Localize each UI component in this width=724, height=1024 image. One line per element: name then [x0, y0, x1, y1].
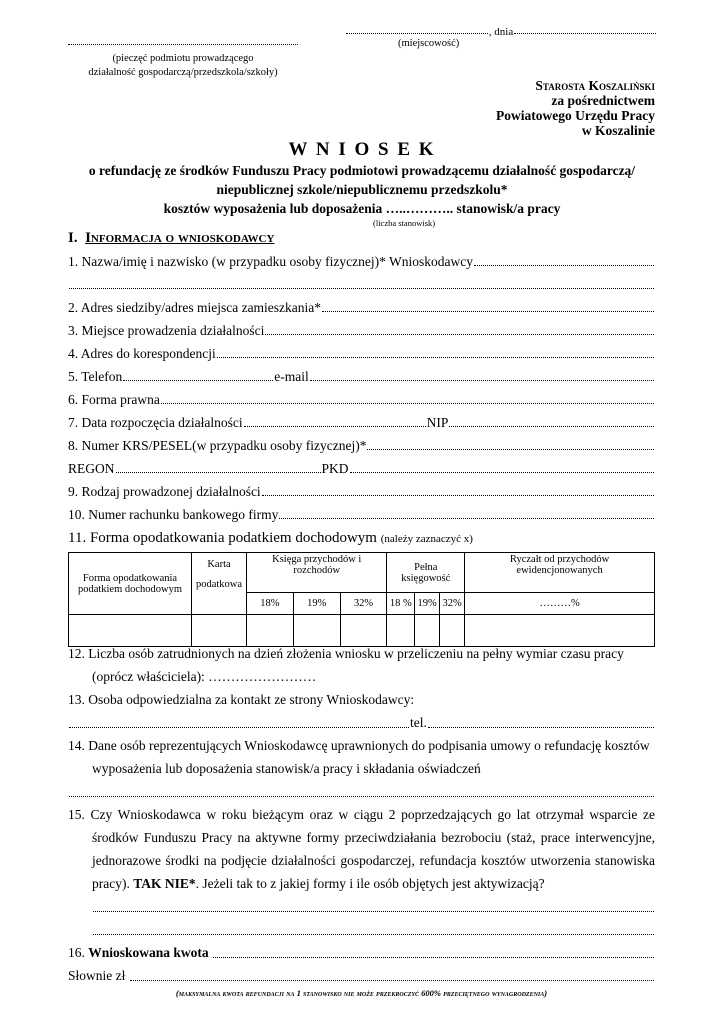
tax-form-heading: 11. Forma opodatkowania podatkiem dochodowym (należy zaznaczyć x) — [68, 530, 473, 546]
field-amount-words[interactable]: Słownie zł — [68, 964, 655, 987]
document-subtitle: o refundację ze środków Funduszu Pracy podmiotowi prowadzącemu działalność gospodarczą/ niepublicznej szkole/niepublicznemu przedszkolu* kosztów wyposażenia lub doposażenia …..……….. stanowisk/a pracy — [88, 163, 636, 216]
field-contact-tel[interactable]: tel. — [68, 711, 655, 734]
field-regon-pkd[interactable]: REGON PKD — [68, 459, 655, 477]
field-business-location[interactable]: 3. Miejsce prowadzenia działalności — [68, 321, 655, 339]
field-krs-pesel[interactable]: 8. Numer KRS/PESEL(w przypadku osoby fizycznej)* — [68, 436, 655, 454]
field-prior-support: 15. Czy Wnioskodawca w roku bieżącym oraz w ciągu 2 poprzedzających go lat otrzymał wsparcie ze środków Funduszu Pracy na aktywne formy przeciwdziałania bezrobociu (staż, prace interwencyjne, jednorazowe środki na podjęcie działalności gospodarczej, refundacja kosztów utworzenia stanowiska pracy). TAK NIE*. Jeżeli tak to z jakiej formy i ile osób objętych jest aktywizacją? — [68, 807, 655, 891]
section-1-heading: I. Informacja o wnioskodawcy — [68, 230, 275, 246]
date-label: dnia — [494, 26, 514, 38]
field-address[interactable]: 2. Adres siedziby/adres miejsca zamieszkania* — [68, 298, 655, 316]
field-requested-amount[interactable]: 16. Wnioskowana kwota — [68, 941, 655, 964]
field-correspondence-address[interactable]: 4. Adres do korespondencji — [68, 344, 655, 362]
lower-form-section — [68, 642, 655, 1000]
stamp-line — [68, 44, 298, 45]
field-name-cont[interactable] — [68, 275, 655, 293]
field-representatives-line[interactable] — [68, 780, 655, 803]
field-prior-support-line-2[interactable] — [68, 918, 655, 941]
field-name[interactable]: 1. Nazwa/imię i nazwisko (w przypadku osoby fizycznej)* Wnioskodawcy — [68, 252, 655, 270]
field-legal-form[interactable]: 6. Forma prawna — [68, 390, 655, 408]
field-start-date-nip[interactable]: 7. Data rozpoczęcia działalności NIP — [68, 413, 655, 431]
field-business-type[interactable]: 9. Rodzaj prowadzonej działalności — [68, 482, 655, 500]
field-contact-person: 13. Osoba odpowiedzialna za kontakt ze strony Wnioskodawcy: — [68, 692, 415, 707]
yes-no-options[interactable]: TAK NIE* — [133, 876, 196, 891]
field-phone-email[interactable]: 5. Telefon e-mail — [68, 367, 655, 385]
place-caption: (miejscowość) — [398, 38, 460, 49]
field-prior-support-line-1[interactable] — [68, 895, 655, 918]
field-representatives[interactable]: 14. Dane osób reprezentujących Wnioskodawcę uprawnionych do podpisania umowy o refundację kosztów wyposażenia lub doposażenia stanowisk/a pracy i składania oświadczeń — [68, 738, 650, 776]
tax-form-row-header: Forma opodatkowania podatkiem dochodowym — [69, 553, 192, 615]
addressee: Starosta Koszaliński za pośrednictwem Powiatowego Urzędu Pracy w Koszalinie — [496, 78, 655, 138]
stamp-caption: (pieczęć podmiotu prowadzącego działalność gospodarczą/przedszkola/szkoły) — [88, 53, 278, 78]
field-employees[interactable]: 12. Liczba osób zatrudnionych na dzień złożenia wniosku w przeliczeniu na pełny wymiar czasu pracy (oprócz właściciela): …………………… — [68, 646, 624, 684]
place-date-line[interactable]: , dnia — [345, 20, 657, 38]
field-bank-account[interactable]: 10. Numer rachunku bankowego firmy — [68, 505, 655, 523]
max-amount-footnote: (maksymalna kwota refundacji na 1 stanowisko nie może przekroczyć 600% przeciętnego wynagrodzenia) — [175, 988, 548, 998]
document-title: W N I O S E K — [288, 139, 436, 160]
tax-form-table: Forma opodatkowania podatkiem dochodowym Karta podatkowa Księga przychodów i rozchodów Pełna księgowość Ryczałt od przychodów ewidencjonowanych 18% 19% 32% 18 % 19% 32% ………% — [68, 552, 655, 647]
positions-caption: (liczba stanowisk) — [373, 218, 436, 228]
